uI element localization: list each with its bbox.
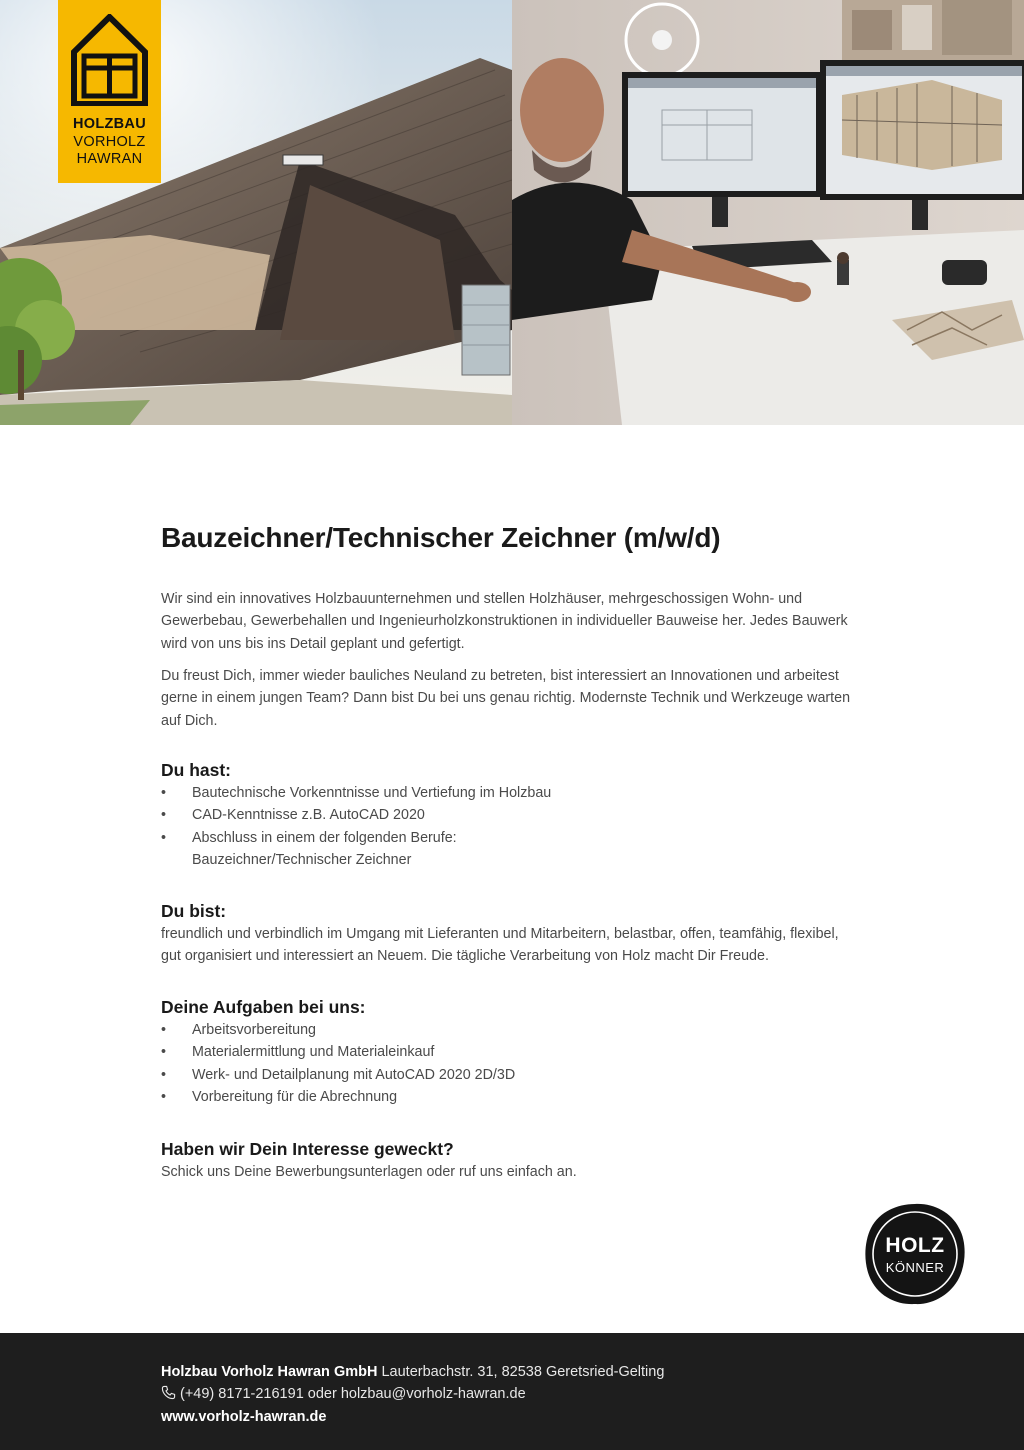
intro-paragraph-2: Du freust Dich, immer wieder bauliches Neuland zu betreten, bist interessiert an Innovationen und arbeitest gerne in einem jungen Team? Dann bist Du bei uns genau richtig. Modernste Technik und Werkzeuge warten auf Dich. bbox=[161, 668, 851, 729]
footer-company-line bbox=[161, 1362, 664, 1382]
bullet-icon: • bbox=[161, 785, 167, 801]
section-text: Schick uns Deine Bewerbungsunterlagen oder ruf uns einfach an. bbox=[161, 1164, 577, 1180]
logo-text-holzbau: HOLZBAU bbox=[73, 116, 146, 132]
company-name: Holzbau Vorholz Hawran GmbH bbox=[161, 1364, 378, 1380]
list-item: • CAD-Kenntnisse z.B. AutoCAD 2020 bbox=[161, 804, 551, 826]
company-address: Lauterbachstr. 31, 82538 Geretsried-Gelting bbox=[381, 1364, 665, 1380]
footer-contact-line bbox=[161, 1384, 526, 1404]
list-item: • Bautechnische Vorkenntnisse und Vertiefung im Holzbau bbox=[161, 782, 551, 804]
list-item: • Arbeitsvorbereitung bbox=[161, 1019, 515, 1041]
footer-website-line bbox=[161, 1407, 326, 1427]
phone-icon bbox=[161, 1385, 176, 1400]
section-interesse bbox=[161, 1139, 577, 1183]
website-link[interactable]: www.vorholz-hawran.de bbox=[161, 1409, 327, 1425]
list-item: • Materialermittlung und Materialeinkauf bbox=[161, 1041, 515, 1063]
section-heading: Deine Aufgaben bei uns: bbox=[161, 997, 366, 1017]
section-heading: Haben wir Dein Interesse geweckt? bbox=[161, 1139, 454, 1159]
company-logo bbox=[58, 0, 161, 183]
header-images bbox=[0, 0, 1024, 425]
logo-text-vorholz: VORHOLZ bbox=[73, 134, 146, 150]
bullet-icon: • bbox=[161, 829, 167, 846]
list-item: • Vorbereitung für die Abrechnung bbox=[161, 1086, 515, 1108]
list-item: • Abschluss in einem der folgenden Berufe: Bauzeichner/Technischer Zeichner bbox=[161, 827, 551, 872]
badge-text-holz: HOLZ bbox=[885, 1234, 945, 1257]
requirements-list bbox=[161, 782, 551, 872]
section-heading: Du hast: bbox=[161, 760, 231, 780]
logo-text-hawran: HAWRAN bbox=[76, 151, 143, 167]
tasks-list bbox=[161, 1019, 515, 1109]
contact-info[interactable]: (+49) 8171-216191 oder holzbau@vorholz-hawran.de bbox=[180, 1386, 526, 1402]
intro-paragraph-1: Wir sind ein innovatives Holzbauunternehmen und stellen Holzhäuser, mehrgeschossigen Wohn- und Gewerbebau, Gewerbehallen und Ingenieurholzkonstruktionen in individueller Bauweise her. Jedes Bauwerk wird von uns bis ins Detail geplant und gefertigt. bbox=[161, 591, 848, 652]
office-photo bbox=[512, 0, 1024, 425]
job-posting bbox=[161, 522, 861, 1180]
badge-text-koenner: KÖNNER bbox=[885, 1260, 945, 1275]
bullet-icon: • bbox=[161, 1022, 167, 1038]
holz-koenner-badge bbox=[863, 1202, 967, 1306]
section-heading: Du bist: bbox=[161, 901, 227, 921]
bullet-icon: • bbox=[161, 1066, 167, 1083]
list-item: • Werk- und Detailplanung mit AutoCAD 2020 2D/3D bbox=[161, 1064, 515, 1086]
bullet-icon: • bbox=[161, 807, 167, 824]
section-text: freundlich und verbindlich im Umgang mit Lieferanten und Mitarbeitern, belastbar, offen, teamfähig, flexibel, gut organisiert und interessiert an Neuem. Die tägliche Verarbeitung von Holz macht Dir Freude. bbox=[161, 926, 839, 965]
job-title: Bauzeichner/Technischer Zeichner (m/w/d) bbox=[161, 522, 721, 553]
section-du-bist bbox=[161, 901, 861, 968]
section-aufgaben bbox=[161, 997, 515, 1109]
house-icon bbox=[71, 14, 148, 106]
bullet-icon: • bbox=[161, 1044, 167, 1061]
section-du-hast bbox=[161, 760, 551, 872]
footer bbox=[0, 1333, 1024, 1450]
bullet-icon: • bbox=[161, 1089, 167, 1106]
